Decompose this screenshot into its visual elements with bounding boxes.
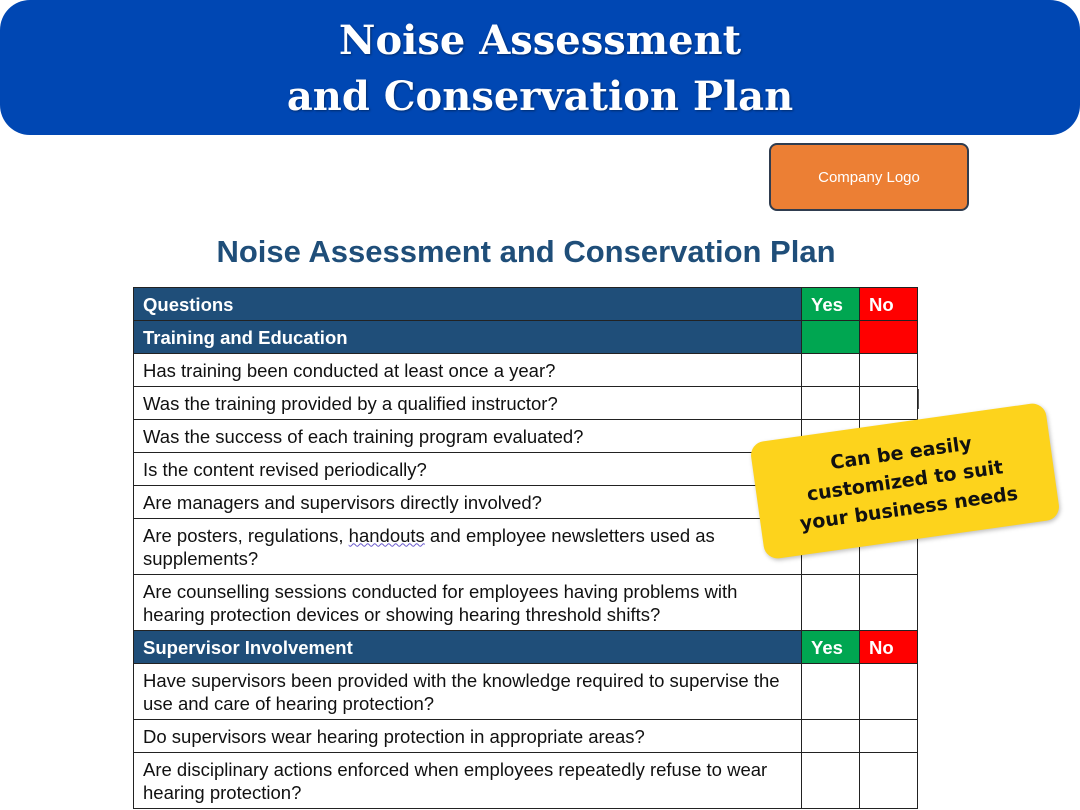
question-text-part1: Are posters, regulations, — [143, 524, 349, 546]
question-text: Was the training provided by a qualified instructor? — [134, 387, 802, 420]
questions-header: Questions — [134, 288, 802, 321]
question-text: Are managers and supervisors directly involved? — [134, 486, 802, 519]
question-text-part3: and employee newsletters used as — [424, 524, 715, 546]
question-text: Have supervisors been provided with the knowledge required to supervise the use and care of hearing protection? — [134, 664, 802, 720]
section-title-supervisor: Supervisor Involvement — [134, 631, 802, 664]
table-row — [134, 575, 918, 631]
banner-title-line2: and Conservation Plan — [286, 73, 794, 120]
question-text: Are disciplinary actions enforced when employees repeatedly refuse to wear hearing protection? — [134, 753, 802, 809]
table-header-row — [134, 288, 918, 321]
no-checkbox-cell[interactable] — [860, 575, 918, 631]
table-row — [134, 387, 918, 420]
no-checkbox-cell[interactable] — [860, 664, 918, 720]
no-checkbox-cell[interactable] — [860, 354, 918, 387]
section-row-training — [134, 321, 918, 354]
section-title-training: Training and Education — [134, 321, 802, 354]
banner-title-line1: Noise Assessment — [338, 17, 742, 64]
question-text: Has training been conducted at least once a year? — [134, 354, 802, 387]
yes-header: Yes — [802, 631, 860, 664]
yes-checkbox-cell[interactable] — [802, 387, 860, 420]
no-header: No — [860, 288, 918, 321]
question-text-part4: supplements? — [143, 547, 259, 569]
callout-text: Can be easily customized to suit your business needs — [798, 432, 1020, 535]
no-checkbox-cell[interactable] — [860, 720, 918, 753]
title-banner — [0, 0, 1080, 135]
table-edge-mark — [918, 389, 919, 409]
question-text: Is the content revised periodically? — [134, 453, 802, 486]
yes-checkbox-cell[interactable] — [802, 664, 860, 720]
section-row-supervisor — [134, 631, 918, 664]
yes-checkbox-cell[interactable] — [802, 354, 860, 387]
question-text — [134, 519, 802, 575]
document-title: Noise Assessment and Conservation Plan — [216, 234, 836, 269]
question-text: Are counselling sessions conducted for employees having problems with hearing protection devices or showing hearing threshold shifts? — [134, 575, 802, 631]
no-checkbox-cell[interactable] — [860, 387, 918, 420]
yes-checkbox-cell[interactable] — [802, 753, 860, 809]
question-text: Do supervisors wear hearing protection in appropriate areas? — [134, 720, 802, 753]
company-logo-label: Company Logo — [818, 168, 920, 186]
spellcheck-word: handouts — [348, 524, 425, 546]
yes-header: Yes — [802, 288, 860, 321]
table-row — [134, 664, 918, 720]
question-text: Was the success of each training program evaluated? — [134, 420, 802, 453]
yes-color-cell — [802, 321, 860, 354]
table-row — [134, 720, 918, 753]
no-checkbox-cell[interactable] — [860, 753, 918, 809]
table-row — [134, 753, 918, 809]
no-header: No — [860, 631, 918, 664]
company-logo-placeholder — [769, 143, 969, 211]
table-row — [134, 354, 918, 387]
yes-checkbox-cell[interactable] — [802, 720, 860, 753]
yes-checkbox-cell[interactable] — [802, 575, 860, 631]
no-color-cell — [860, 321, 918, 354]
